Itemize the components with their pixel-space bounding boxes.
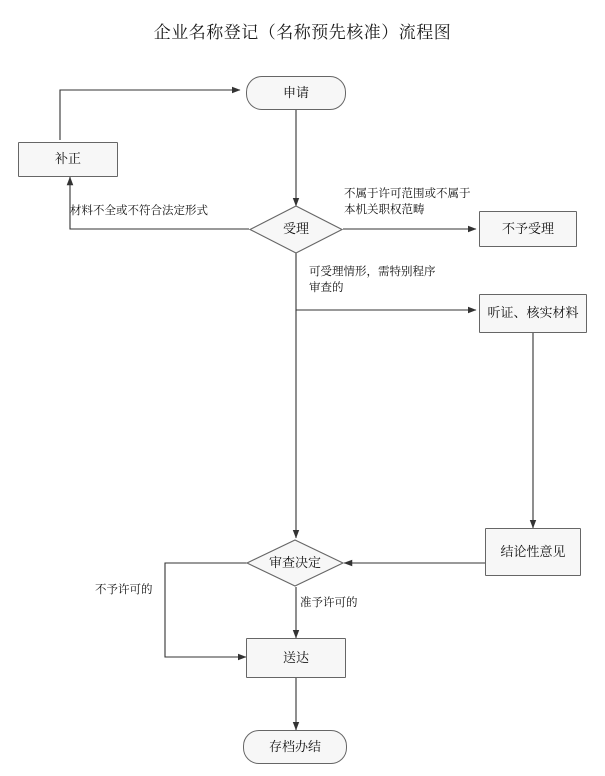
edge-label-amend: 材料不全或不符合法定形式 <box>70 205 208 217</box>
page-title: 企业名称登记（名称预先核准）流程图 <box>153 23 452 42</box>
node-archive[interactable] <box>243 730 347 764</box>
edge-label-hearing: 可受理情形，需特别程序审查的 <box>309 266 436 294</box>
edge-label-permitted: 准予许可的 <box>300 597 358 609</box>
node-hearing[interactable] <box>479 294 587 333</box>
node-amend-label: 补正 <box>54 151 81 167</box>
node-decision-label: 审查决定 <box>268 554 321 570</box>
node-deliver[interactable] <box>246 638 346 678</box>
node-conclusion-label: 结论性意见 <box>500 543 566 559</box>
node-deliver-label: 送达 <box>282 649 309 665</box>
edge-label-reject: 不属于许可范围或不属于本机关职权范畴 <box>344 188 471 216</box>
node-apply[interactable] <box>246 76 346 110</box>
node-amend[interactable] <box>18 142 118 177</box>
node-accept[interactable] <box>249 205 343 254</box>
node-conclusion[interactable] <box>485 528 581 576</box>
node-archive-label: 存档办结 <box>268 738 321 754</box>
node-accept-label: 受理 <box>282 221 309 237</box>
node-decision[interactable] <box>246 539 344 587</box>
node-hearing-label: 听证、核实材料 <box>487 305 579 321</box>
edge-label-not-permitted: 不予许可的 <box>95 584 153 596</box>
node-apply-label: 申请 <box>282 84 309 100</box>
node-reject-label: 不予受理 <box>501 220 554 236</box>
node-reject[interactable] <box>479 211 577 247</box>
